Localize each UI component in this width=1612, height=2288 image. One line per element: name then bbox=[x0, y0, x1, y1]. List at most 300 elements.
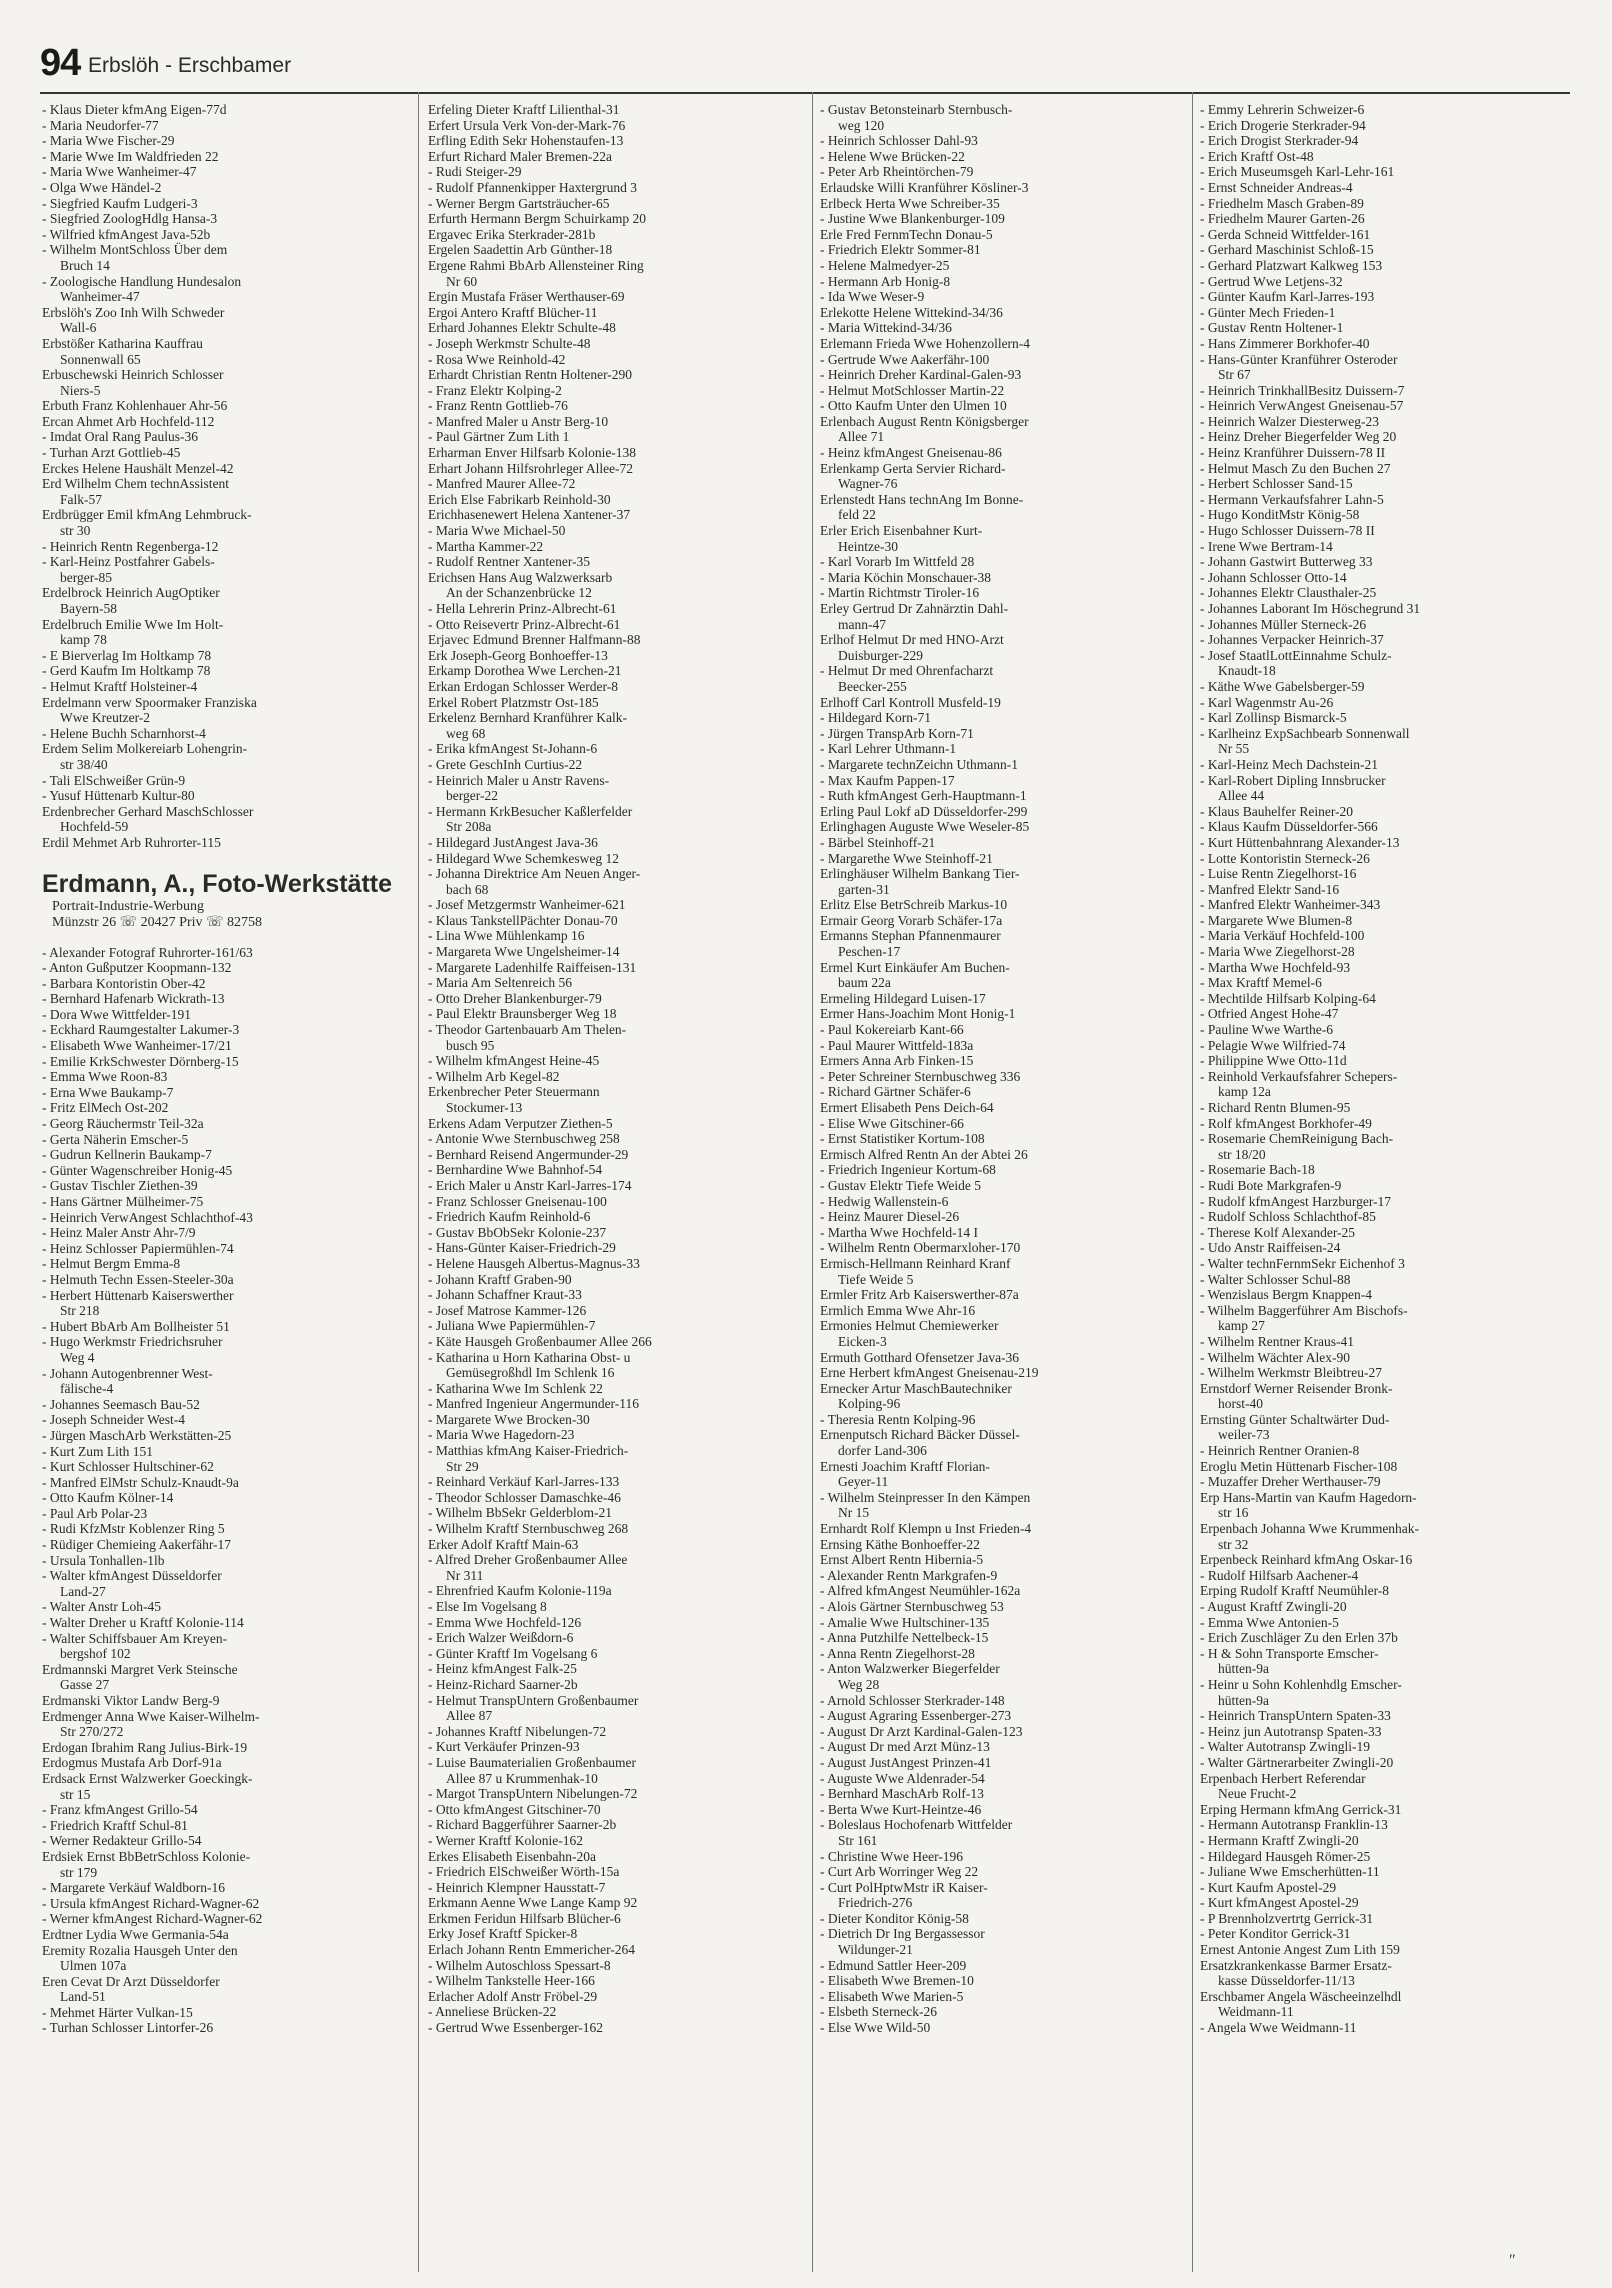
entry-line: - Karl-Robert Dipling Innsbrucker bbox=[1200, 772, 1386, 788]
directory-entry bbox=[42, 1896, 414, 1912]
directory-entry bbox=[820, 866, 1188, 897]
directory-entry bbox=[428, 741, 808, 757]
entry-line: - Heinrich Klempner Hausstatt-7 bbox=[428, 1879, 606, 1895]
directory-entry bbox=[820, 1880, 1188, 1911]
directory-entry bbox=[1200, 1100, 1572, 1116]
entry-line: - Helmut Masch Zu den Buchen 27 bbox=[1200, 460, 1391, 476]
directory-entry bbox=[428, 1724, 808, 1740]
directory-entry bbox=[820, 1038, 1188, 1054]
directory-entry bbox=[820, 133, 1188, 149]
directory-entry bbox=[428, 164, 808, 180]
entry-line: Erkel Robert Platzmstr Ost-185 bbox=[428, 694, 599, 710]
directory-entry bbox=[42, 133, 414, 149]
directory-entry bbox=[42, 788, 414, 804]
directory-entry bbox=[428, 1225, 808, 1241]
directory-entry bbox=[1200, 1521, 1572, 1552]
entry-line: - Elisabeth Wwe Marien-5 bbox=[820, 1988, 964, 2004]
entry-continuation: bergshof 102 bbox=[60, 1646, 131, 1662]
directory-entry bbox=[1200, 1490, 1572, 1521]
directory-entry bbox=[820, 835, 1188, 851]
entry-continuation: Kolping-96 bbox=[838, 1396, 901, 1412]
directory-entry bbox=[1200, 554, 1572, 570]
entry-continuation: Bayern-58 bbox=[60, 601, 117, 616]
entry-line: - Wilhelm Steinpresser In den Kämpen bbox=[820, 1489, 1031, 1505]
entry-line: - Pauline Wwe Warthe-6 bbox=[1200, 1022, 1333, 1038]
entry-continuation: baum 22a bbox=[838, 975, 891, 991]
directory-entry bbox=[42, 274, 414, 305]
entry-line: - Herbert Hüttenarb Kaiserswerther bbox=[42, 1287, 234, 1303]
entry-continuation: Beecker-255 bbox=[838, 678, 907, 694]
entry-line: Erfeling Dieter Kraftf Lilienthal-31 bbox=[428, 102, 620, 117]
directory-entry bbox=[820, 1162, 1188, 1178]
entry-continuation: Bruch 14 bbox=[60, 257, 110, 273]
directory-entry bbox=[42, 741, 414, 772]
entry-continuation: str 38/40 bbox=[60, 756, 108, 772]
directory-entry bbox=[428, 1006, 808, 1022]
directory-entry bbox=[42, 398, 414, 414]
directory-entry bbox=[428, 289, 808, 305]
entry-line: - Rudolf Hilfsarb Aachener-4 bbox=[1200, 1567, 1359, 1583]
directory-entry bbox=[1200, 757, 1572, 773]
entry-line: - Katharina u Horn Katharina Obst- u bbox=[428, 1349, 631, 1365]
directory-entry bbox=[42, 1943, 414, 1974]
directory-entry bbox=[1200, 1162, 1572, 1178]
directory-entry bbox=[428, 1427, 808, 1443]
entry-line: - Manfred Maler u Anstr Berg-10 bbox=[428, 413, 609, 429]
directory-entry bbox=[820, 1209, 1188, 1225]
entry-continuation: Eicken-3 bbox=[838, 1333, 887, 1349]
entry-line: - Kurt kfmAngest Apostel-29 bbox=[1200, 1895, 1359, 1911]
directory-entry bbox=[428, 1630, 808, 1646]
directory-entry bbox=[42, 336, 414, 367]
entry-line: Erlenkamp Gerta Servier Richard- bbox=[820, 460, 1006, 476]
directory-entry bbox=[820, 383, 1188, 399]
entry-line: Ercan Ahmet Arb Hochfeld-112 bbox=[42, 413, 215, 429]
entry-continuation: busch 95 bbox=[446, 1037, 495, 1053]
directory-entry bbox=[1200, 897, 1572, 913]
directory-entry bbox=[1200, 149, 1572, 165]
entry-line: - Edmund Sattler Heer-209 bbox=[820, 1957, 967, 1973]
directory-entry bbox=[428, 383, 808, 399]
entry-line: - Gustav Betonsteinarb Sternbusch- bbox=[820, 102, 1013, 117]
directory-entry bbox=[42, 196, 414, 212]
entry-line: - Alexander Rentn Markgrafen-9 bbox=[820, 1567, 998, 1583]
directory-entry bbox=[42, 1568, 414, 1599]
directory-entry bbox=[820, 1069, 1188, 1085]
entry-line: Ermuth Gotthard Ofensetzer Java-36 bbox=[820, 1349, 1020, 1365]
directory-entry bbox=[428, 1895, 808, 1911]
entry-line: Ermlich Emma Wwe Ahr-16 bbox=[820, 1302, 976, 1318]
entry-line: - Karl Lehrer Uthmann-1 bbox=[820, 741, 957, 757]
directory-entry bbox=[820, 289, 1188, 305]
directory-entry bbox=[42, 1833, 414, 1849]
directory-entry bbox=[1200, 258, 1572, 274]
entry-line: - Werner Kraftf Kolonie-162 bbox=[428, 1832, 583, 1848]
directory-entry bbox=[428, 663, 808, 679]
directory-entry bbox=[820, 305, 1188, 321]
entry-line: - Käte Hausgeh Großenbaumer Allee 266 bbox=[428, 1333, 652, 1349]
entry-line: - Günter Kaufm Karl-Jarres-193 bbox=[1200, 289, 1375, 305]
directory-entry bbox=[42, 149, 414, 165]
directory-entry bbox=[428, 1537, 808, 1553]
entry-line: - Klaus TankstellPächter Donau-70 bbox=[428, 912, 618, 928]
entry-line: - August Dr Arzt Kardinal-Galen-123 bbox=[820, 1723, 1023, 1739]
directory-entry bbox=[1200, 710, 1572, 726]
entry-line: Erbstößer Katharina Kauffrau bbox=[42, 335, 203, 351]
directory-entry bbox=[428, 1381, 808, 1397]
directory-entry bbox=[1200, 507, 1572, 523]
directory-entry bbox=[1200, 1412, 1572, 1443]
entry-continuation: garten-31 bbox=[838, 881, 890, 897]
entry-line: - Maria Verkäuf Hochfeld-100 bbox=[1200, 928, 1365, 944]
entry-continuation: Wanheimer-47 bbox=[60, 289, 140, 305]
directory-entry bbox=[820, 928, 1188, 959]
entry-line: - Heinrich VerwAngest Schlachthof-43 bbox=[42, 1209, 253, 1225]
directory-entry bbox=[428, 757, 808, 773]
entry-line: - Justine Wwe Blankenburger-109 bbox=[820, 211, 1005, 227]
entry-line: Erfurth Hermann Bergm Schuirkamp 20 bbox=[428, 211, 646, 227]
directory-entry bbox=[428, 835, 808, 851]
entry-line: - Dietrich Dr Ing Bergassessor bbox=[820, 1926, 985, 1942]
directory-entry bbox=[1200, 1131, 1572, 1162]
directory-entry bbox=[42, 663, 414, 679]
directory-entry bbox=[428, 1194, 808, 1210]
directory-entry bbox=[428, 1615, 808, 1631]
directory-entry bbox=[428, 1833, 808, 1849]
directory-entry bbox=[42, 429, 414, 445]
entry-line: - Alfred kfmAngest Neumühler-162a bbox=[820, 1583, 1021, 1599]
entry-line: Ernstdorf Werner Reisender Bronk- bbox=[1200, 1380, 1393, 1396]
directory-entry bbox=[42, 242, 414, 273]
entry-line: Erkmen Feridun Hilfsarb Blücher-6 bbox=[428, 1910, 621, 1926]
directory-entry bbox=[1200, 1459, 1572, 1475]
directory-entry bbox=[42, 164, 414, 180]
entry-line: Erdmenger Anna Wwe Kaiser-Wilhelm- bbox=[42, 1708, 260, 1724]
entry-line: - Gustav BbObSekr Kolonie-237 bbox=[428, 1224, 607, 1240]
entry-line: - Friedrich Elektr Sommer-81 bbox=[820, 242, 981, 258]
entry-line: Ergene Rahmi BbArb Allensteiner Ring bbox=[428, 257, 644, 273]
entry-line: - Anton Walzwerker Biegerfelder bbox=[820, 1661, 1000, 1677]
entry-line: - E Bierverlag Im Holtkamp 78 bbox=[42, 647, 212, 663]
entry-line: - Paul Arb Polar-23 bbox=[42, 1505, 148, 1521]
directory-entry bbox=[428, 1162, 808, 1178]
directory-entry bbox=[820, 757, 1188, 773]
directory-entry bbox=[42, 1771, 414, 1802]
entry-line: - Manfred Ingenieur Angermunder-116 bbox=[428, 1396, 640, 1412]
entry-continuation: Weg 28 bbox=[838, 1676, 880, 1692]
directory-entry bbox=[42, 554, 414, 585]
entry-continuation: Wagner-76 bbox=[838, 476, 898, 492]
directory-entry bbox=[820, 1381, 1188, 1412]
entry-line: - Wilhelm Arb Kegel-82 bbox=[428, 1068, 560, 1084]
entry-line: - Emmy Lehrerin Schweizer-6 bbox=[1200, 102, 1365, 117]
directory-entry bbox=[820, 2004, 1188, 2020]
directory-entry bbox=[428, 180, 808, 196]
directory-entry bbox=[820, 1973, 1188, 1989]
entry-line: - Hella Lehrerin Prinz-Albrecht-61 bbox=[428, 601, 617, 616]
entry-continuation: Str 218 bbox=[60, 1303, 100, 1319]
entry-line: - Ehrenfried Kaufm Kolonie-119a bbox=[428, 1583, 612, 1599]
entry-line: - Elisabeth Wwe Wanheimer-17/21 bbox=[42, 1038, 232, 1054]
entry-line: - Heinrich Rentn Regenberga-12 bbox=[42, 538, 219, 554]
entry-line: Erky Josef Kraftf Spicker-8 bbox=[428, 1926, 578, 1942]
directory-entry bbox=[42, 2005, 414, 2021]
directory-entry bbox=[42, 1022, 414, 1038]
entry-line: - Rudolf Pfannenkipper Haxtergrund 3 bbox=[428, 179, 637, 195]
entry-line: - Theodor Gartenbauarb Am Thelen- bbox=[428, 1022, 627, 1038]
directory-entry bbox=[42, 461, 414, 477]
entry-line: - Peter Arb Rheintörchen-79 bbox=[820, 164, 974, 180]
entry-line: - Peter Schreiner Sternbuschweg 336 bbox=[820, 1068, 1021, 1084]
entry-line: - Matthias kfmAng Kaiser-Friedrich- bbox=[428, 1443, 629, 1459]
entry-line: Erkamp Dorothea Wwe Lerchen-21 bbox=[428, 663, 622, 679]
entry-continuation: Str 67 bbox=[1218, 367, 1251, 383]
directory-entry bbox=[42, 1256, 414, 1272]
directory-entry bbox=[1200, 1911, 1572, 1927]
directory-entry bbox=[428, 258, 808, 289]
entry-line: - Walter Schlosser Schul-88 bbox=[1200, 1271, 1351, 1287]
entry-line: Erdil Mehmet Arb Ruhrorter-115 bbox=[42, 834, 221, 850]
directory-entry bbox=[820, 1958, 1188, 1974]
entry-continuation: str 179 bbox=[60, 1864, 98, 1880]
directory-entry bbox=[42, 1288, 414, 1319]
directory-entry bbox=[42, 679, 414, 695]
directory-entry bbox=[820, 1599, 1188, 1615]
directory-entry bbox=[42, 1755, 414, 1771]
entry-continuation: Geyer-11 bbox=[838, 1474, 889, 1490]
entry-line: - Margarethe Wwe Steinhoff-21 bbox=[820, 850, 993, 866]
entry-line: - Therese Kolf Alexander-25 bbox=[1200, 1224, 1356, 1240]
directory-entry bbox=[42, 1615, 414, 1631]
directory-entry bbox=[42, 445, 414, 461]
entry-line: - Mechtilde Hilfsarb Kolping-64 bbox=[1200, 990, 1376, 1006]
entry-line: - Friedhelm Maurer Garten-26 bbox=[1200, 211, 1365, 227]
entry-line: - Heinz jun Autotransp Spaten-33 bbox=[1200, 1723, 1382, 1739]
directory-entry bbox=[820, 570, 1188, 586]
directory-entry bbox=[428, 1880, 808, 1896]
entry-line: - Gertrud Wwe Letjens-32 bbox=[1200, 273, 1343, 289]
directory-entry bbox=[1200, 1615, 1572, 1631]
entry-line: - Franz kfmAngest Grillo-54 bbox=[42, 1802, 198, 1818]
entry-line: - Erich Walzer Weißdorn-6 bbox=[428, 1630, 574, 1646]
directory-entry bbox=[428, 539, 808, 555]
directory-entry bbox=[42, 180, 414, 196]
entry-line: - Friedrich Kraftf Schul-81 bbox=[42, 1817, 188, 1833]
entry-line: - Walter Anstr Loh-45 bbox=[42, 1599, 162, 1615]
entry-line: Eren Cevat Dr Arzt Düsseldorfer bbox=[42, 1973, 220, 1989]
entry-continuation: Nr 55 bbox=[1218, 741, 1250, 757]
entry-line: - Olga Wwe Händel-2 bbox=[42, 179, 162, 195]
directory-entry bbox=[820, 1022, 1188, 1038]
entry-line: - Manfred ElMstr Schulz-Knaudt-9a bbox=[42, 1474, 239, 1490]
entry-line: Erbuth Franz Kohlenhauer Ahr-56 bbox=[42, 398, 228, 414]
directory-entry bbox=[820, 492, 1188, 523]
entry-line: - Dora Wwe Wittfelder-191 bbox=[42, 1006, 192, 1022]
entry-line: Eroglu Metin Hüttenarb Fischer-108 bbox=[1200, 1458, 1398, 1474]
entry-continuation: Tiefe Weide 5 bbox=[838, 1271, 914, 1287]
directory-entry bbox=[1200, 1303, 1572, 1334]
entry-line: - Rosemarie Bach-18 bbox=[1200, 1162, 1315, 1178]
entry-line: Ermers Anna Arb Finken-15 bbox=[820, 1053, 974, 1069]
entry-line: Erlitz Else BetrSchreib Markus-10 bbox=[820, 897, 1008, 913]
directory-entry bbox=[1200, 851, 1572, 867]
entry-line: Erichsen Hans Aug Walzwerksarb bbox=[428, 569, 613, 585]
entry-line: - Bernhardine Wwe Bahnhof-54 bbox=[428, 1162, 603, 1178]
entry-line: - Helmuth Techn Essen-Steeler-30a bbox=[42, 1271, 234, 1287]
directory-entry bbox=[42, 1241, 414, 1257]
entry-line: - Alexander Fotograf Ruhrorter-161/63 bbox=[42, 944, 253, 960]
entry-line: Erdsiek Ernst BbBetrSchloss Kolonie- bbox=[42, 1848, 251, 1864]
entry-line: - Luise Rentn Ziegelhorst-16 bbox=[1200, 866, 1357, 882]
advertisement-title: Erdmann, A., Foto-Werkstätte bbox=[42, 869, 393, 898]
directory-entry bbox=[428, 1942, 808, 1958]
entry-line: - August Kraftf Zwingli-20 bbox=[1200, 1599, 1347, 1614]
entry-line: - Hans-Günter Kranführer Osteroder bbox=[1200, 351, 1398, 367]
directory-entry bbox=[42, 305, 414, 336]
entry-line: - Elsbeth Sterneck-26 bbox=[820, 2004, 937, 2020]
entry-continuation: horst-40 bbox=[1218, 1396, 1263, 1412]
entry-line: Erdmanski Viktor Landw Berg-9 bbox=[42, 1693, 220, 1708]
entry-line: - Heinz Kranführer Duissern-78 II bbox=[1200, 445, 1386, 461]
entry-line: - Anneliese Brücken-22 bbox=[428, 2004, 557, 2020]
entry-line: Ergavec Erika Sterkrader-281b bbox=[428, 226, 596, 242]
entry-line: - Heinz kfmAngest Falk-25 bbox=[428, 1661, 577, 1677]
directory-entry bbox=[1200, 1817, 1572, 1833]
entry-line: - Arnold Schlosser Sterkrader-148 bbox=[820, 1692, 1005, 1708]
entry-line: - Karlheinz ExpSachbearb Sonnenwall bbox=[1200, 725, 1410, 741]
directory-entry bbox=[1200, 960, 1572, 976]
entry-line: - Friedhelm Masch Graben-89 bbox=[1200, 195, 1364, 211]
entry-line: Erdmannski Margret Verk Steinsche bbox=[42, 1661, 238, 1677]
entry-line: Erping Rudolf Kraftf Neumühler-8 bbox=[1200, 1583, 1390, 1599]
entry-line: - Else Wwe Wild-50 bbox=[820, 2020, 931, 2036]
entry-continuation: str 32 bbox=[1218, 1536, 1249, 1552]
entry-line: - Irene Wwe Bertram-14 bbox=[1200, 538, 1333, 554]
directory-entry bbox=[42, 1428, 414, 1444]
directory-entry bbox=[1200, 1708, 1572, 1724]
entry-continuation: Allee 87 bbox=[446, 1708, 493, 1724]
entry-line: Erjavec Edmund Brenner Halfmann-88 bbox=[428, 632, 641, 648]
directory-entry bbox=[42, 1444, 414, 1460]
entry-line: - Friedrich Ingenieur Kortum-68 bbox=[820, 1162, 996, 1178]
entry-line: - Pelagie Wwe Wilfried-74 bbox=[1200, 1037, 1346, 1053]
entry-line: - Erich Museumsgeh Karl-Lehr-161 bbox=[1200, 164, 1395, 180]
entry-line: - Berta Wwe Kurt-Heintze-46 bbox=[820, 1801, 982, 1817]
entry-line: - Karl-Heinz Postfahrer Gabels- bbox=[42, 554, 215, 570]
directory-entry bbox=[428, 944, 808, 960]
directory-entry bbox=[820, 1802, 1188, 1818]
entry-continuation: Str 29 bbox=[446, 1458, 479, 1474]
entry-line: - Walter Schiffsbauer Am Kreyen- bbox=[42, 1630, 228, 1646]
handwritten-mark: ″ bbox=[1508, 2252, 1515, 2269]
directory-entry bbox=[820, 242, 1188, 258]
entry-continuation: Peschen-17 bbox=[838, 944, 901, 960]
entry-line: Erschbamer Angela Wäscheeinzelhdl bbox=[1200, 1988, 1402, 2004]
entry-line: - Theresia Rentn Kolping-96 bbox=[820, 1411, 976, 1427]
directory-entry bbox=[428, 1022, 808, 1053]
entry-line: Ergoi Antero Kraftf Blücher-11 bbox=[428, 304, 598, 320]
directory-entry bbox=[1200, 1194, 1572, 1210]
directory-column-2 bbox=[428, 102, 808, 2272]
entry-line: - Eckhard Raumgestalter Lakumer-3 bbox=[42, 1022, 240, 1038]
column-divider bbox=[418, 92, 419, 2272]
directory-entry bbox=[820, 1989, 1188, 2005]
directory-entry bbox=[428, 1272, 808, 1288]
entry-line: - Wilhelm Kraftf Sternbuschweg 268 bbox=[428, 1521, 629, 1537]
entry-line: - Theodor Schlosser Damaschke-46 bbox=[428, 1489, 621, 1505]
entry-continuation: Str 208a bbox=[446, 819, 492, 835]
entry-line: - Ernst Schneider Andreas-4 bbox=[1200, 179, 1353, 195]
directory-entry bbox=[428, 305, 808, 321]
directory-entry bbox=[428, 476, 808, 492]
directory-entry bbox=[1200, 1864, 1572, 1880]
directory-entry bbox=[428, 960, 808, 976]
spacer bbox=[42, 931, 414, 945]
directory-entry bbox=[820, 1661, 1188, 1692]
directory-entry bbox=[42, 1366, 414, 1397]
entry-line: Erley Gertrud Dr Zahnärztin Dahl- bbox=[820, 601, 1009, 616]
entry-line: - Johann Kraftf Graben-90 bbox=[428, 1271, 572, 1287]
entry-line: - Walter Autotransp Zwingli-19 bbox=[1200, 1739, 1371, 1755]
entry-line: - Heinrich Rentner Oranien-8 bbox=[1200, 1443, 1360, 1459]
directory-entry bbox=[1200, 1116, 1572, 1132]
entry-line: - Siegfried ZoologHdlg Hansa-3 bbox=[42, 211, 218, 227]
directory-entry bbox=[428, 710, 808, 741]
running-head: Erbslöh - Erschbamer bbox=[88, 54, 292, 77]
directory-entry bbox=[42, 773, 414, 789]
entry-continuation: Heintze-30 bbox=[838, 538, 898, 554]
directory-entry bbox=[428, 1864, 808, 1880]
entry-line: - Karl Wagenmstr Au-26 bbox=[1200, 694, 1334, 710]
directory-entry bbox=[428, 492, 808, 508]
directory-entry bbox=[1200, 1443, 1572, 1459]
directory-entry bbox=[428, 897, 808, 913]
entry-line: - Heinrich Walzer Diesterweg-23 bbox=[1200, 413, 1379, 429]
entry-line: - Martha Wwe Hochfeld-93 bbox=[1200, 959, 1351, 975]
directory-entry bbox=[820, 1583, 1188, 1599]
directory-entry bbox=[1200, 866, 1572, 882]
directory-entry bbox=[1200, 398, 1572, 414]
directory-entry bbox=[428, 1661, 808, 1677]
entry-line: - Lotte Kontoristin Sterneck-26 bbox=[1200, 850, 1370, 866]
directory-entry bbox=[820, 102, 1188, 133]
entry-line: - Erich Drogist Sterkrader-94 bbox=[1200, 133, 1359, 149]
directory-entry bbox=[428, 1318, 808, 1334]
directory-entry bbox=[428, 1147, 808, 1163]
entry-line: - Hermann Arb Honig-8 bbox=[820, 273, 951, 289]
entry-line: Erlach Johann Rentn Emmericher-264 bbox=[428, 1942, 636, 1958]
entry-line: - Günter Wagenschreiber Honig-45 bbox=[42, 1162, 233, 1178]
directory-entry bbox=[428, 866, 808, 897]
directory-entry bbox=[820, 1427, 1188, 1458]
directory-entry bbox=[820, 741, 1188, 757]
entry-line: Erfurt Richard Maler Bremen-22a bbox=[428, 148, 613, 164]
directory-entry bbox=[1200, 1880, 1572, 1896]
entry-line: Erkens Adam Verputzer Ziethen-5 bbox=[428, 1115, 613, 1131]
entry-line: - Elisabeth Wwe Bremen-10 bbox=[820, 1973, 974, 1989]
directory-entry bbox=[1200, 164, 1572, 180]
entry-continuation: str 30 bbox=[60, 523, 91, 539]
entry-line: - Manfred Maurer Allee-72 bbox=[428, 476, 576, 492]
entry-line: Ernsting Günter Schaltwärter Dud- bbox=[1200, 1411, 1390, 1427]
entry-line: - Philippine Wwe Otto-11d bbox=[1200, 1053, 1347, 1069]
entry-line: - Ernst Statistiker Kortum-108 bbox=[820, 1131, 985, 1147]
entry-line: - Rüdiger Chemieing Aakerfähr-17 bbox=[42, 1537, 232, 1553]
entry-line: Ernesti Joachim Kraftf Florian- bbox=[820, 1458, 990, 1474]
directory-entry bbox=[428, 414, 808, 430]
entry-line: Erkenbrecher Peter Steuermann bbox=[428, 1084, 600, 1100]
entry-line: - Erna Wwe Baukamp-7 bbox=[42, 1084, 174, 1100]
